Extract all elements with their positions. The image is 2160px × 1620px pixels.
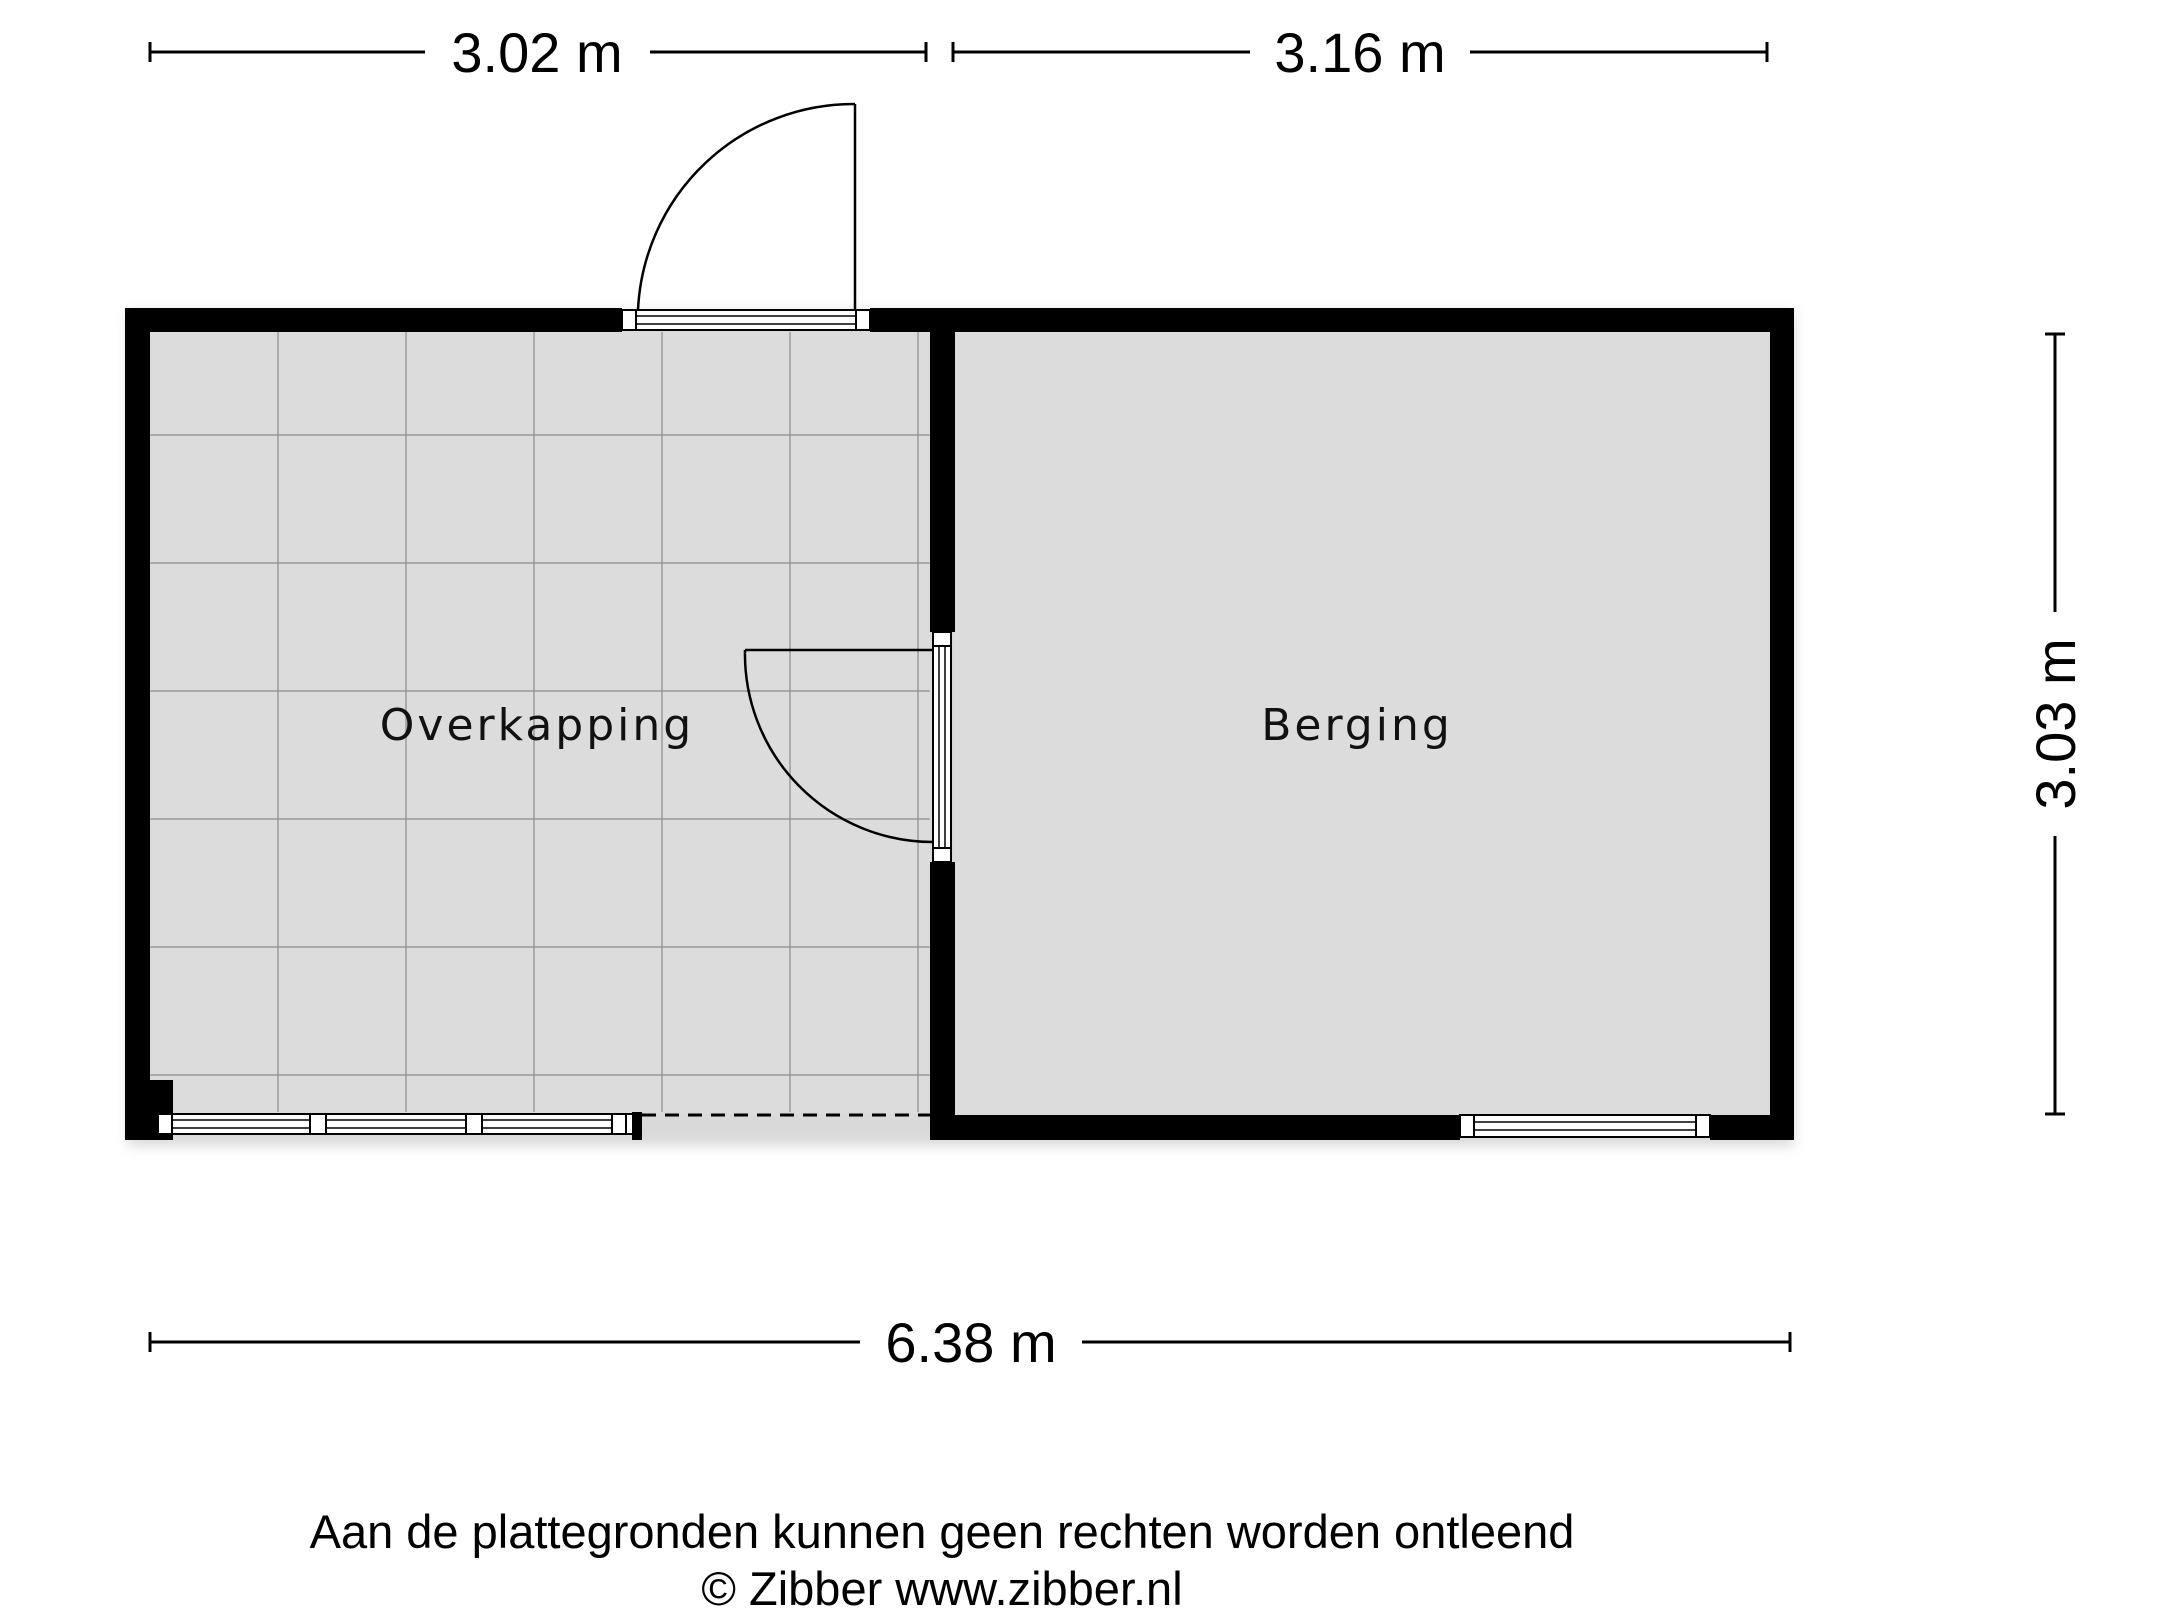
top-door bbox=[622, 104, 870, 330]
berging-window bbox=[1460, 1115, 1710, 1137]
dimension-right-side-label: 3.03 m bbox=[2024, 638, 2087, 810]
dimension-bottom-total bbox=[150, 1311, 1790, 1374]
room-label-overkapping: Overkapping bbox=[379, 700, 695, 751]
dimension-right-side bbox=[2024, 334, 2087, 1114]
dimension-top-left bbox=[150, 21, 926, 84]
room-label-berging: Berging bbox=[1261, 700, 1453, 751]
dimension-top-right bbox=[953, 21, 1767, 84]
dimension-top-right-label: 3.16 m bbox=[1274, 21, 1446, 84]
dimension-bottom-total-label: 6.38 m bbox=[885, 1311, 1057, 1374]
dimension-top-left-label: 3.02 m bbox=[451, 21, 623, 84]
footer-disclaimer: Aan de plattegronden kunnen geen rechten worden ontleend bbox=[309, 1505, 1575, 1558]
footer-copyright: © Zibber www.zibber.nl bbox=[701, 1562, 1183, 1615]
